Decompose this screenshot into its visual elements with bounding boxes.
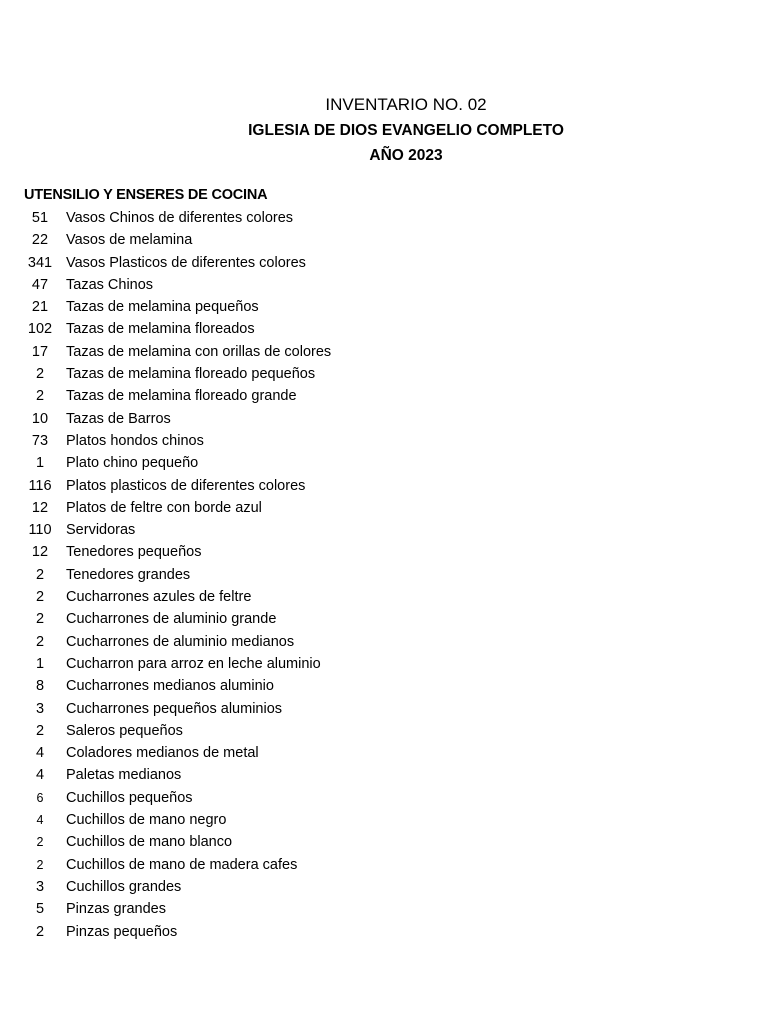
item-quantity: 2 [35, 388, 45, 405]
item-description: Saleros pequeños [66, 722, 183, 739]
item-description: Platos plasticos de diferentes colores [66, 477, 306, 494]
item-quantity: 51 [31, 210, 49, 226]
list-item [24, 296, 544, 318]
item-quantity: 2 [35, 589, 45, 606]
list-item [24, 608, 544, 630]
item-quantity: 5 [35, 901, 45, 918]
item-quantity: 2 [35, 366, 45, 383]
list-item [24, 430, 544, 452]
list-item [24, 876, 544, 898]
list-item [24, 698, 544, 720]
item-quantity: 10 [31, 410, 49, 427]
list-item [24, 631, 544, 653]
list-item [24, 363, 544, 385]
item-quantity: 2 [35, 566, 45, 583]
list-item [24, 318, 544, 340]
list-item [24, 475, 544, 497]
item-quantity: 2 [35, 722, 45, 739]
item-description: Cuchillos de mano blanco [66, 834, 233, 851]
item-description: Tenedores grandes [66, 566, 191, 583]
item-quantity: 73 [31, 432, 49, 449]
list-item [24, 787, 544, 809]
item-quantity: 1 [35, 655, 45, 672]
item-description: Pinzas pequeños [66, 923, 178, 940]
list-item [24, 809, 544, 831]
item-description: Cuchillos grandes [66, 878, 182, 895]
item-description: Coladores medianos de metal [66, 745, 259, 762]
list-item [24, 742, 544, 764]
item-description: Tenedores pequeños [66, 544, 202, 561]
list-item [24, 564, 544, 586]
list-item [24, 385, 544, 407]
item-description: Platos hondos chinos [66, 432, 204, 449]
item-description: Tazas de melamina floreado grande [66, 388, 297, 405]
list-item [24, 653, 544, 675]
item-description: Vasos Plasticos de diferentes colores [66, 254, 306, 271]
item-quantity: 12 [31, 544, 49, 561]
item-description: Tazas de melamina floreados [66, 321, 255, 338]
item-quantity: 341 [27, 254, 53, 271]
inventory-list [24, 207, 544, 943]
item-description: Tazas de Barros [66, 410, 171, 427]
item-quantity: 47 [31, 276, 49, 293]
item-description: Vasos Chinos de diferentes colores [66, 210, 294, 226]
item-description: Tazas Chinos [66, 276, 154, 293]
item-description: Servidoras [66, 522, 136, 539]
item-quantity: 3 [35, 878, 45, 895]
item-quantity: 2 [36, 835, 44, 850]
item-description: Tazas de melamina con orillas de colores [66, 343, 332, 360]
list-item [24, 252, 544, 274]
list-item [24, 207, 544, 229]
list-item [24, 586, 544, 608]
item-quantity: 3 [35, 700, 45, 717]
item-description: Cucharron para arroz en leche aluminio [66, 655, 321, 672]
item-description: Paletas medianos [66, 767, 182, 784]
list-item [24, 898, 544, 920]
item-description: Cucharrones medianos aluminio [66, 678, 274, 695]
item-description: Pinzas grandes [66, 901, 166, 918]
item-quantity: 22 [31, 232, 49, 249]
item-description: Cucharrones de aluminio grande [66, 611, 277, 628]
item-description: Platos de feltre con borde azul [66, 499, 262, 516]
list-item [24, 497, 544, 519]
item-description: Cucharrones de aluminio medianos [66, 633, 295, 650]
list-item [24, 229, 544, 251]
item-quantity: 12 [31, 499, 49, 516]
item-quantity: 2 [35, 611, 45, 628]
item-quantity: 4 [35, 745, 45, 762]
item-quantity: 102 [27, 321, 53, 338]
list-item [24, 341, 544, 363]
item-quantity: 6 [36, 790, 44, 805]
item-quantity: 2 [36, 857, 44, 872]
item-quantity: 8 [35, 678, 45, 695]
item-quantity: 116 [28, 477, 52, 494]
list-item [24, 921, 544, 943]
item-description: Tazas de melamina floreado pequeños [66, 366, 316, 383]
item-quantity: 4 [35, 767, 45, 784]
list-item [24, 408, 544, 430]
item-description: Cuchillos de mano negro [66, 812, 227, 829]
item-quantity: 17 [31, 343, 49, 360]
list-item [24, 519, 544, 541]
item-quantity: 1 [35, 455, 45, 472]
list-item [24, 274, 544, 296]
item-description: Vasos de melamina [66, 232, 193, 249]
item-quantity: 110 [28, 522, 52, 539]
list-item [24, 675, 544, 697]
item-description: Tazas de melamina pequeños [66, 299, 259, 316]
organization-name: IGLESIA DE DIOS EVANGELIO COMPLETO [248, 121, 564, 139]
item-description: Cucharrones azules de feltre [66, 589, 252, 606]
list-item [24, 831, 544, 853]
list-item [24, 452, 544, 474]
item-description: Cuchillos de mano de madera cafes [66, 856, 298, 873]
item-quantity: 2 [35, 633, 45, 650]
item-description: Cuchillos pequeños [66, 789, 193, 806]
document-title: INVENTARIO NO. 02 [325, 95, 487, 114]
list-item [24, 764, 544, 786]
list-item [24, 854, 544, 876]
item-description: Plato chino pequeño [66, 455, 199, 472]
item-quantity: 21 [31, 299, 49, 316]
section-title: UTENSILIO Y ENSERES DE COCINA [24, 187, 268, 203]
list-item [24, 720, 544, 742]
item-quantity: 2 [35, 923, 45, 940]
item-quantity: 4 [36, 813, 44, 828]
item-description: Cucharrones pequeños aluminios [66, 700, 283, 717]
document-year: AÑO 2023 [369, 147, 443, 164]
title-block [0, 92, 768, 169]
list-item [24, 541, 544, 563]
